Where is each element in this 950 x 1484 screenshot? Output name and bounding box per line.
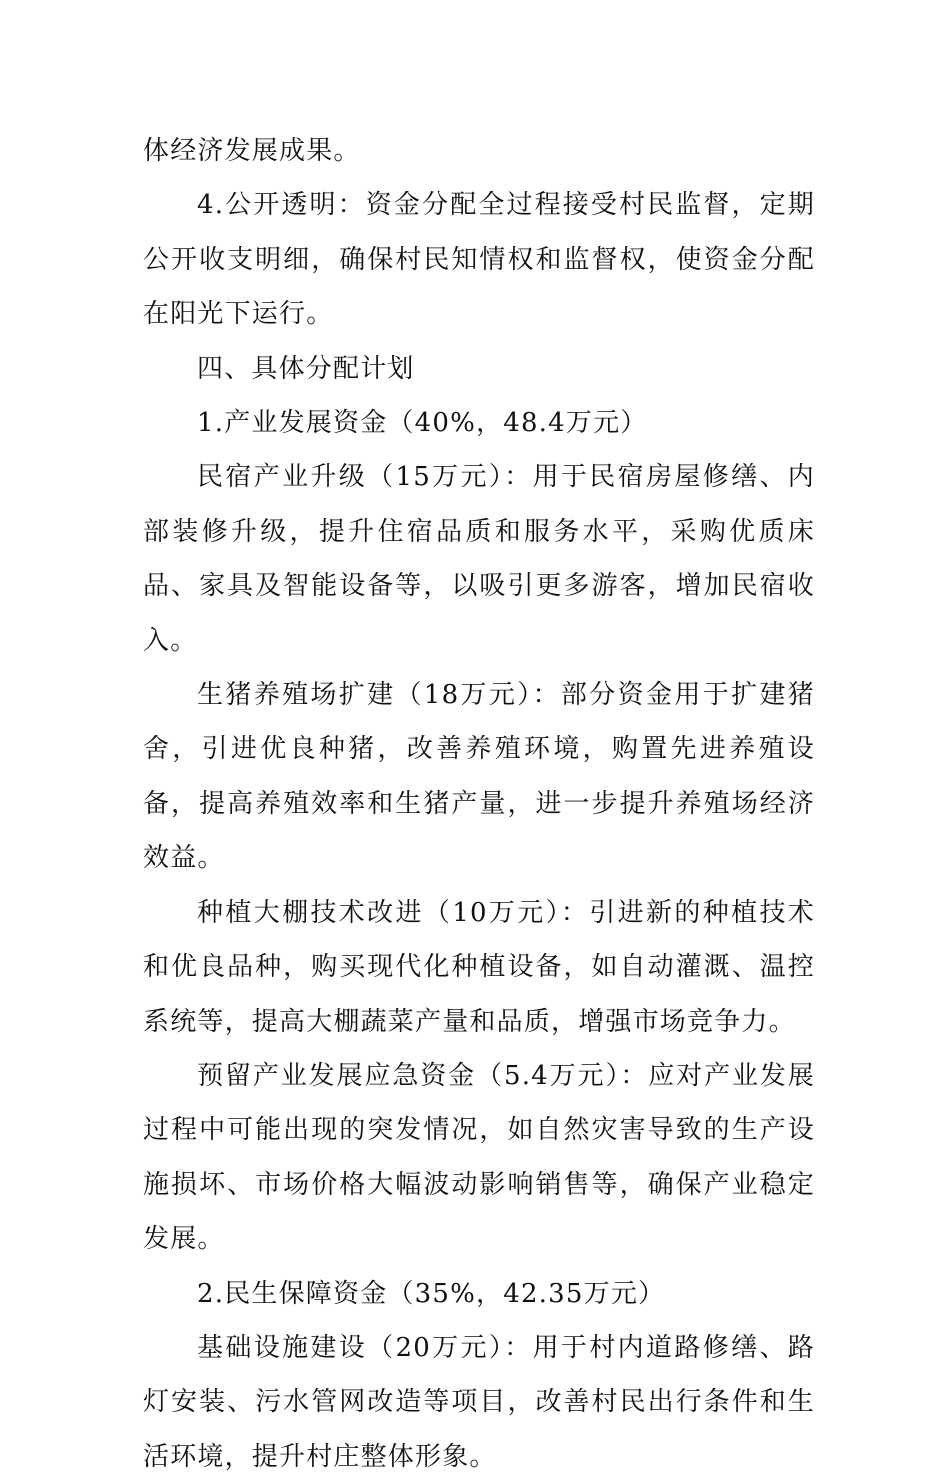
- subheading-livelihood-fund: 2.民生保障资金（35%，42.35万元）: [197, 1278, 666, 1309]
- section-heading-allocation-plan: 四、具体分配计划: [197, 353, 415, 384]
- paragraph-greenhouse-improvement: 种植大棚技术改进（10万元）：引进新的种植技术和优良品种，购买现代化种植设备，如自动灌溉、温控系统等，提高大棚蔬菜产量和品质，增强市场竞争力。: [143, 897, 815, 1037]
- document-body: [143, 124, 815, 1484]
- paragraph-pig-farm-expansion: 生猪养殖场扩建（18万元）：部分资金用于扩建猪舍，引进优良种猪，改善养殖环境，购置先进养殖设备，提高养殖效率和生猪产量，进一步提升养殖场经济效益。: [143, 680, 815, 874]
- subheading-industry-fund: 1.产业发展资金（40%，48.4万元）: [197, 408, 648, 439]
- paragraph-infrastructure: 基础设施建设（20万元）：用于村内道路修缮、路灯安装、污水管网改造等项目，改善村民出行条件和生活环境，提升村庄整体形象。: [143, 1332, 815, 1472]
- paragraph-homestay-upgrade: 民宿产业升级（15万元）：用于民宿房屋修缮、内部装修升级，提升住宿品质和服务水平，采购优质床品、家具及智能设备等，以吸引更多游客，增加民宿收入。: [143, 462, 815, 656]
- paragraph-transparency-principle: 4.公开透明：资金分配全过程接受村民监督，定期公开收支明细，确保村民知情权和监督权，使资金分配在阳光下运行。: [143, 190, 815, 330]
- paragraph-emergency-fund: 预留产业发展应急资金（5.4万元）：应对产业发展过程中可能出现的突发情况，如自然灾害导致的生产设施损坏、市场价格大幅波动影响销售等，确保产业稳定发展。: [143, 1060, 815, 1255]
- paragraph-continuation: 体经济发展成果。: [143, 136, 361, 166]
